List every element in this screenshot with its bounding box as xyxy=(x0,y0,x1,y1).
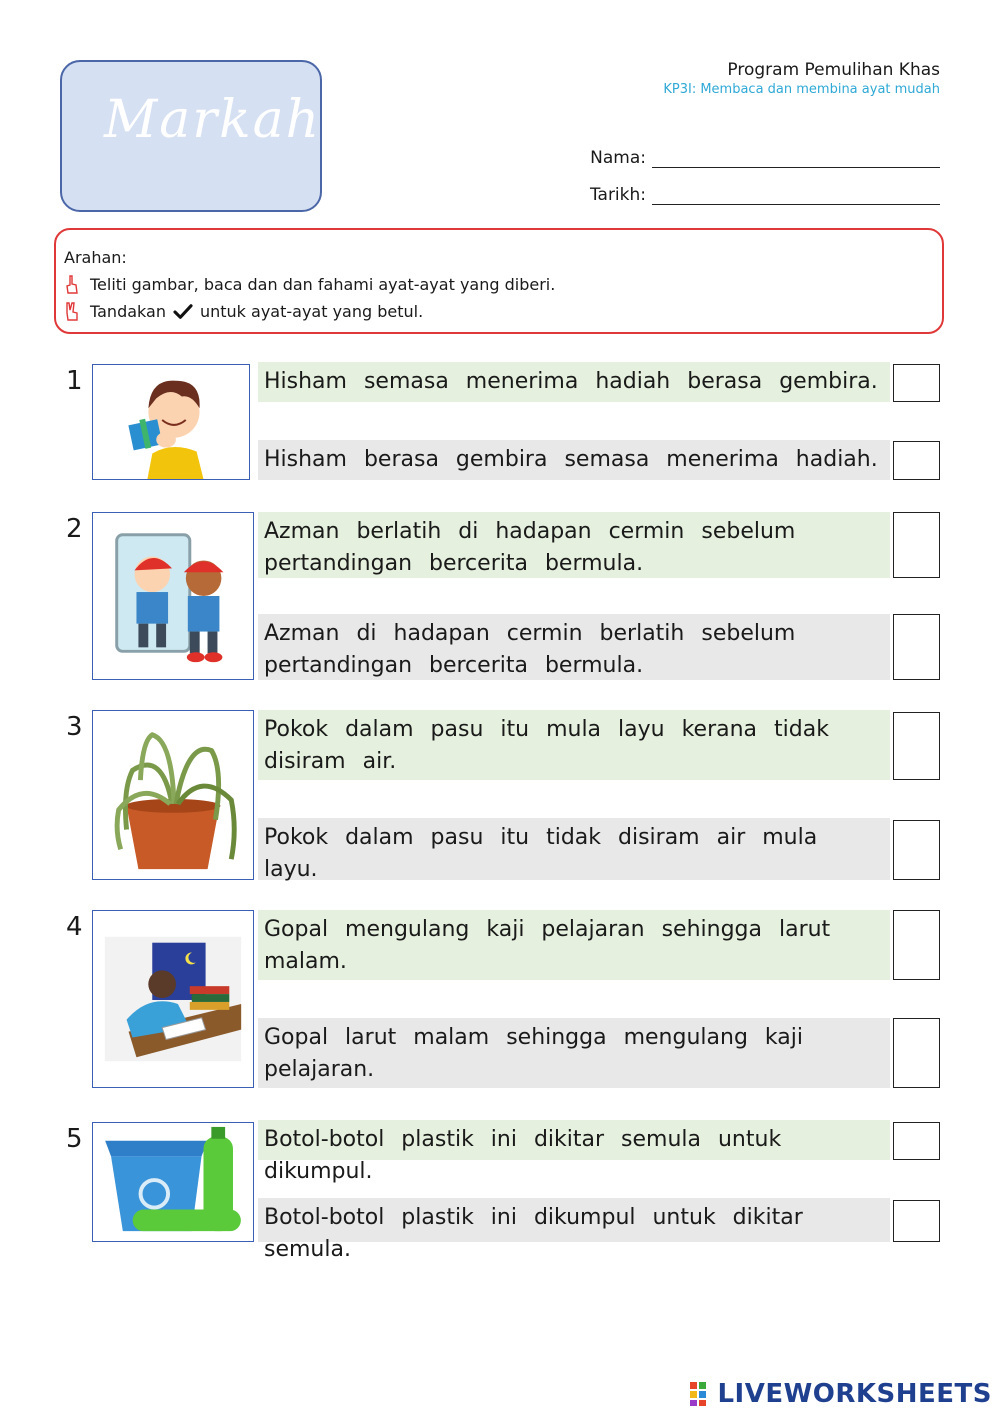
sentence-option: Azman berlatih di hadapan cermin sebelum pertandingan bercerita bermula. xyxy=(258,512,890,578)
markah-label: Markah xyxy=(104,90,322,150)
nama-field[interactable] xyxy=(590,148,940,168)
program-title: Program Pemulihan Khas xyxy=(727,60,940,80)
tarikh-line[interactable] xyxy=(652,187,940,205)
instructions-box xyxy=(54,228,944,334)
question-number: 3 xyxy=(66,712,83,742)
wilted-plant-icon xyxy=(93,711,253,879)
hand-one-icon xyxy=(64,275,80,295)
instruction-step-2-after: untuk ayat-ayat yang betul. xyxy=(199,302,424,321)
tarikh-label: Tarikh: xyxy=(589,185,646,205)
answer-checkbox[interactable] xyxy=(893,712,940,780)
question-image-wilted-plant xyxy=(92,710,254,880)
question-image-recycle-bin xyxy=(92,1122,254,1242)
answer-checkbox[interactable] xyxy=(893,364,940,402)
question-number: 4 xyxy=(66,912,83,942)
question-image-boy-studying xyxy=(92,910,254,1088)
question-number: 1 xyxy=(66,366,83,396)
liveworksheets-logo[interactable] xyxy=(689,1379,992,1409)
checkmark-icon xyxy=(172,304,194,320)
nama-label: Nama: xyxy=(590,148,646,168)
question-image-boy-at-mirror xyxy=(92,512,254,680)
markah-box xyxy=(60,60,322,212)
answer-checkbox[interactable] xyxy=(893,1122,940,1160)
tarikh-field[interactable] xyxy=(590,185,940,205)
program-subtitle: KP3I: Membaca dan membina ayat mudah xyxy=(663,82,940,97)
instruction-step-2 xyxy=(64,298,934,325)
instructions-title: Arahan: xyxy=(64,248,127,267)
instruction-step-1-text: Teliti gambar, baca dan dan fahami ayat-ayat yang diberi. xyxy=(90,275,556,294)
instruction-step-1 xyxy=(64,271,934,298)
sentence-option: Gopal mengulang kaji pelajaran sehingga larut malam. xyxy=(258,910,890,980)
liveworksheets-logo-icon xyxy=(689,1381,715,1407)
answer-checkbox[interactable] xyxy=(893,1018,940,1088)
recycle-bin-icon xyxy=(93,1123,253,1241)
sentence-option: Botol-botol plastik ini dikitar semula untuk dikumpul. xyxy=(258,1120,890,1160)
answer-checkbox[interactable] xyxy=(893,614,940,680)
hand-two-icon xyxy=(64,302,80,322)
sentence-option: Gopal larut malam sehingga mengulang kaji pelajaran. xyxy=(258,1018,890,1088)
sentence-option: Pokok dalam pasu itu mula layu kerana tidak disiram air. xyxy=(258,710,890,780)
answer-checkbox[interactable] xyxy=(893,441,940,480)
boy-studying-icon xyxy=(93,911,253,1087)
instruction-step-2-before: Tandakan xyxy=(90,302,166,321)
answer-checkbox[interactable] xyxy=(893,1200,940,1242)
sentence-option: Pokok dalam pasu itu tidak disiram air mula layu. xyxy=(258,818,890,880)
header xyxy=(663,60,940,97)
sentence-option: Hisham semasa menerima hadiah berasa gembira. xyxy=(258,362,890,402)
sentence-option: Azman di hadapan cermin berlatih sebelum pertandingan bercerita bermula. xyxy=(258,614,890,680)
boy-at-mirror-icon xyxy=(93,513,253,679)
nama-line[interactable] xyxy=(652,150,940,168)
sentence-option: Hisham berasa gembira semasa menerima hadiah. xyxy=(258,440,890,480)
answer-checkbox[interactable] xyxy=(893,910,940,980)
question-number: 5 xyxy=(66,1124,83,1154)
answer-checkbox[interactable] xyxy=(893,512,940,578)
liveworksheets-logo-text: LIVEWORKSHEETS xyxy=(717,1379,992,1409)
sentence-option: Botol-botol plastik ini dikumpul untuk dikitar semula. xyxy=(258,1198,890,1242)
answer-checkbox[interactable] xyxy=(893,820,940,880)
question-image-boy-with-gift xyxy=(92,364,250,480)
question-number: 2 xyxy=(66,514,83,544)
boy-with-gift-icon xyxy=(93,365,249,479)
